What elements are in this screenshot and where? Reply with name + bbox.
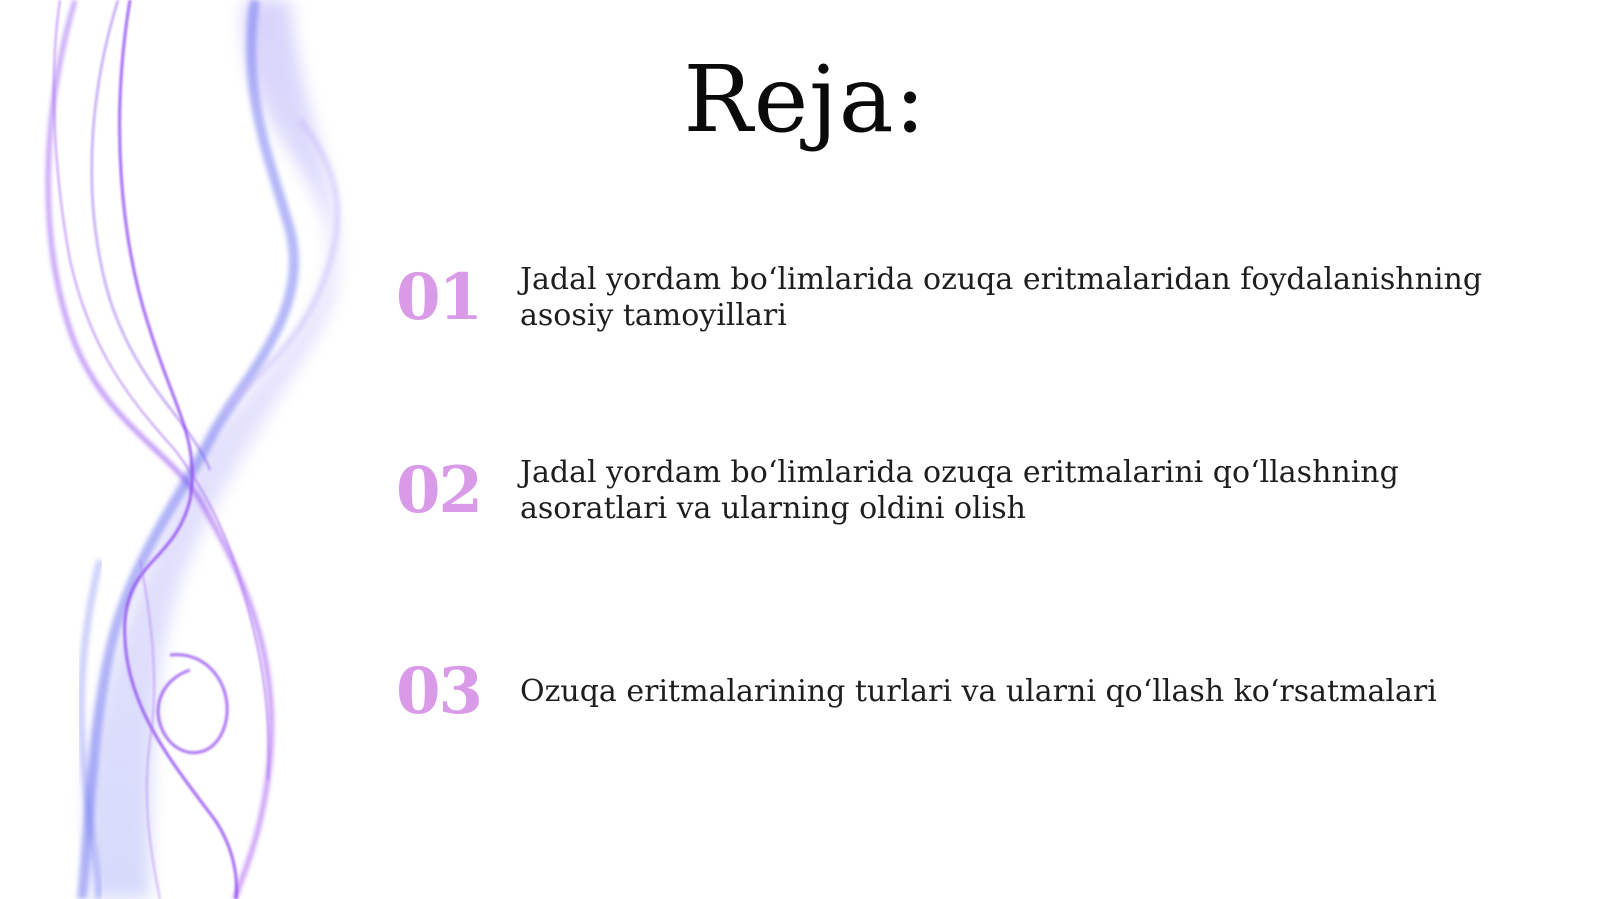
plan-item [396,455,1516,527]
item-text: Jadal yordam bo‘limlarida ozuqa eritmalarini qo‘llashning asoratlari va ularning oldini olish [520,455,1399,526]
plan-item [396,262,1516,334]
plan-item [396,654,1516,729]
item-number: 03 [396,654,482,729]
item-number: 01 [396,260,482,335]
item-number: 02 [396,453,482,528]
slide-title: Reja: [683,46,927,153]
item-text: Ozuqa eritmalarining turlari va ularni qo‘llash ko‘rsatmalari [520,674,1437,709]
item-text: Jadal yordam bo‘limlarida ozuqa eritmalaridan foydalanishning asosiy tamoyillari [520,262,1483,333]
